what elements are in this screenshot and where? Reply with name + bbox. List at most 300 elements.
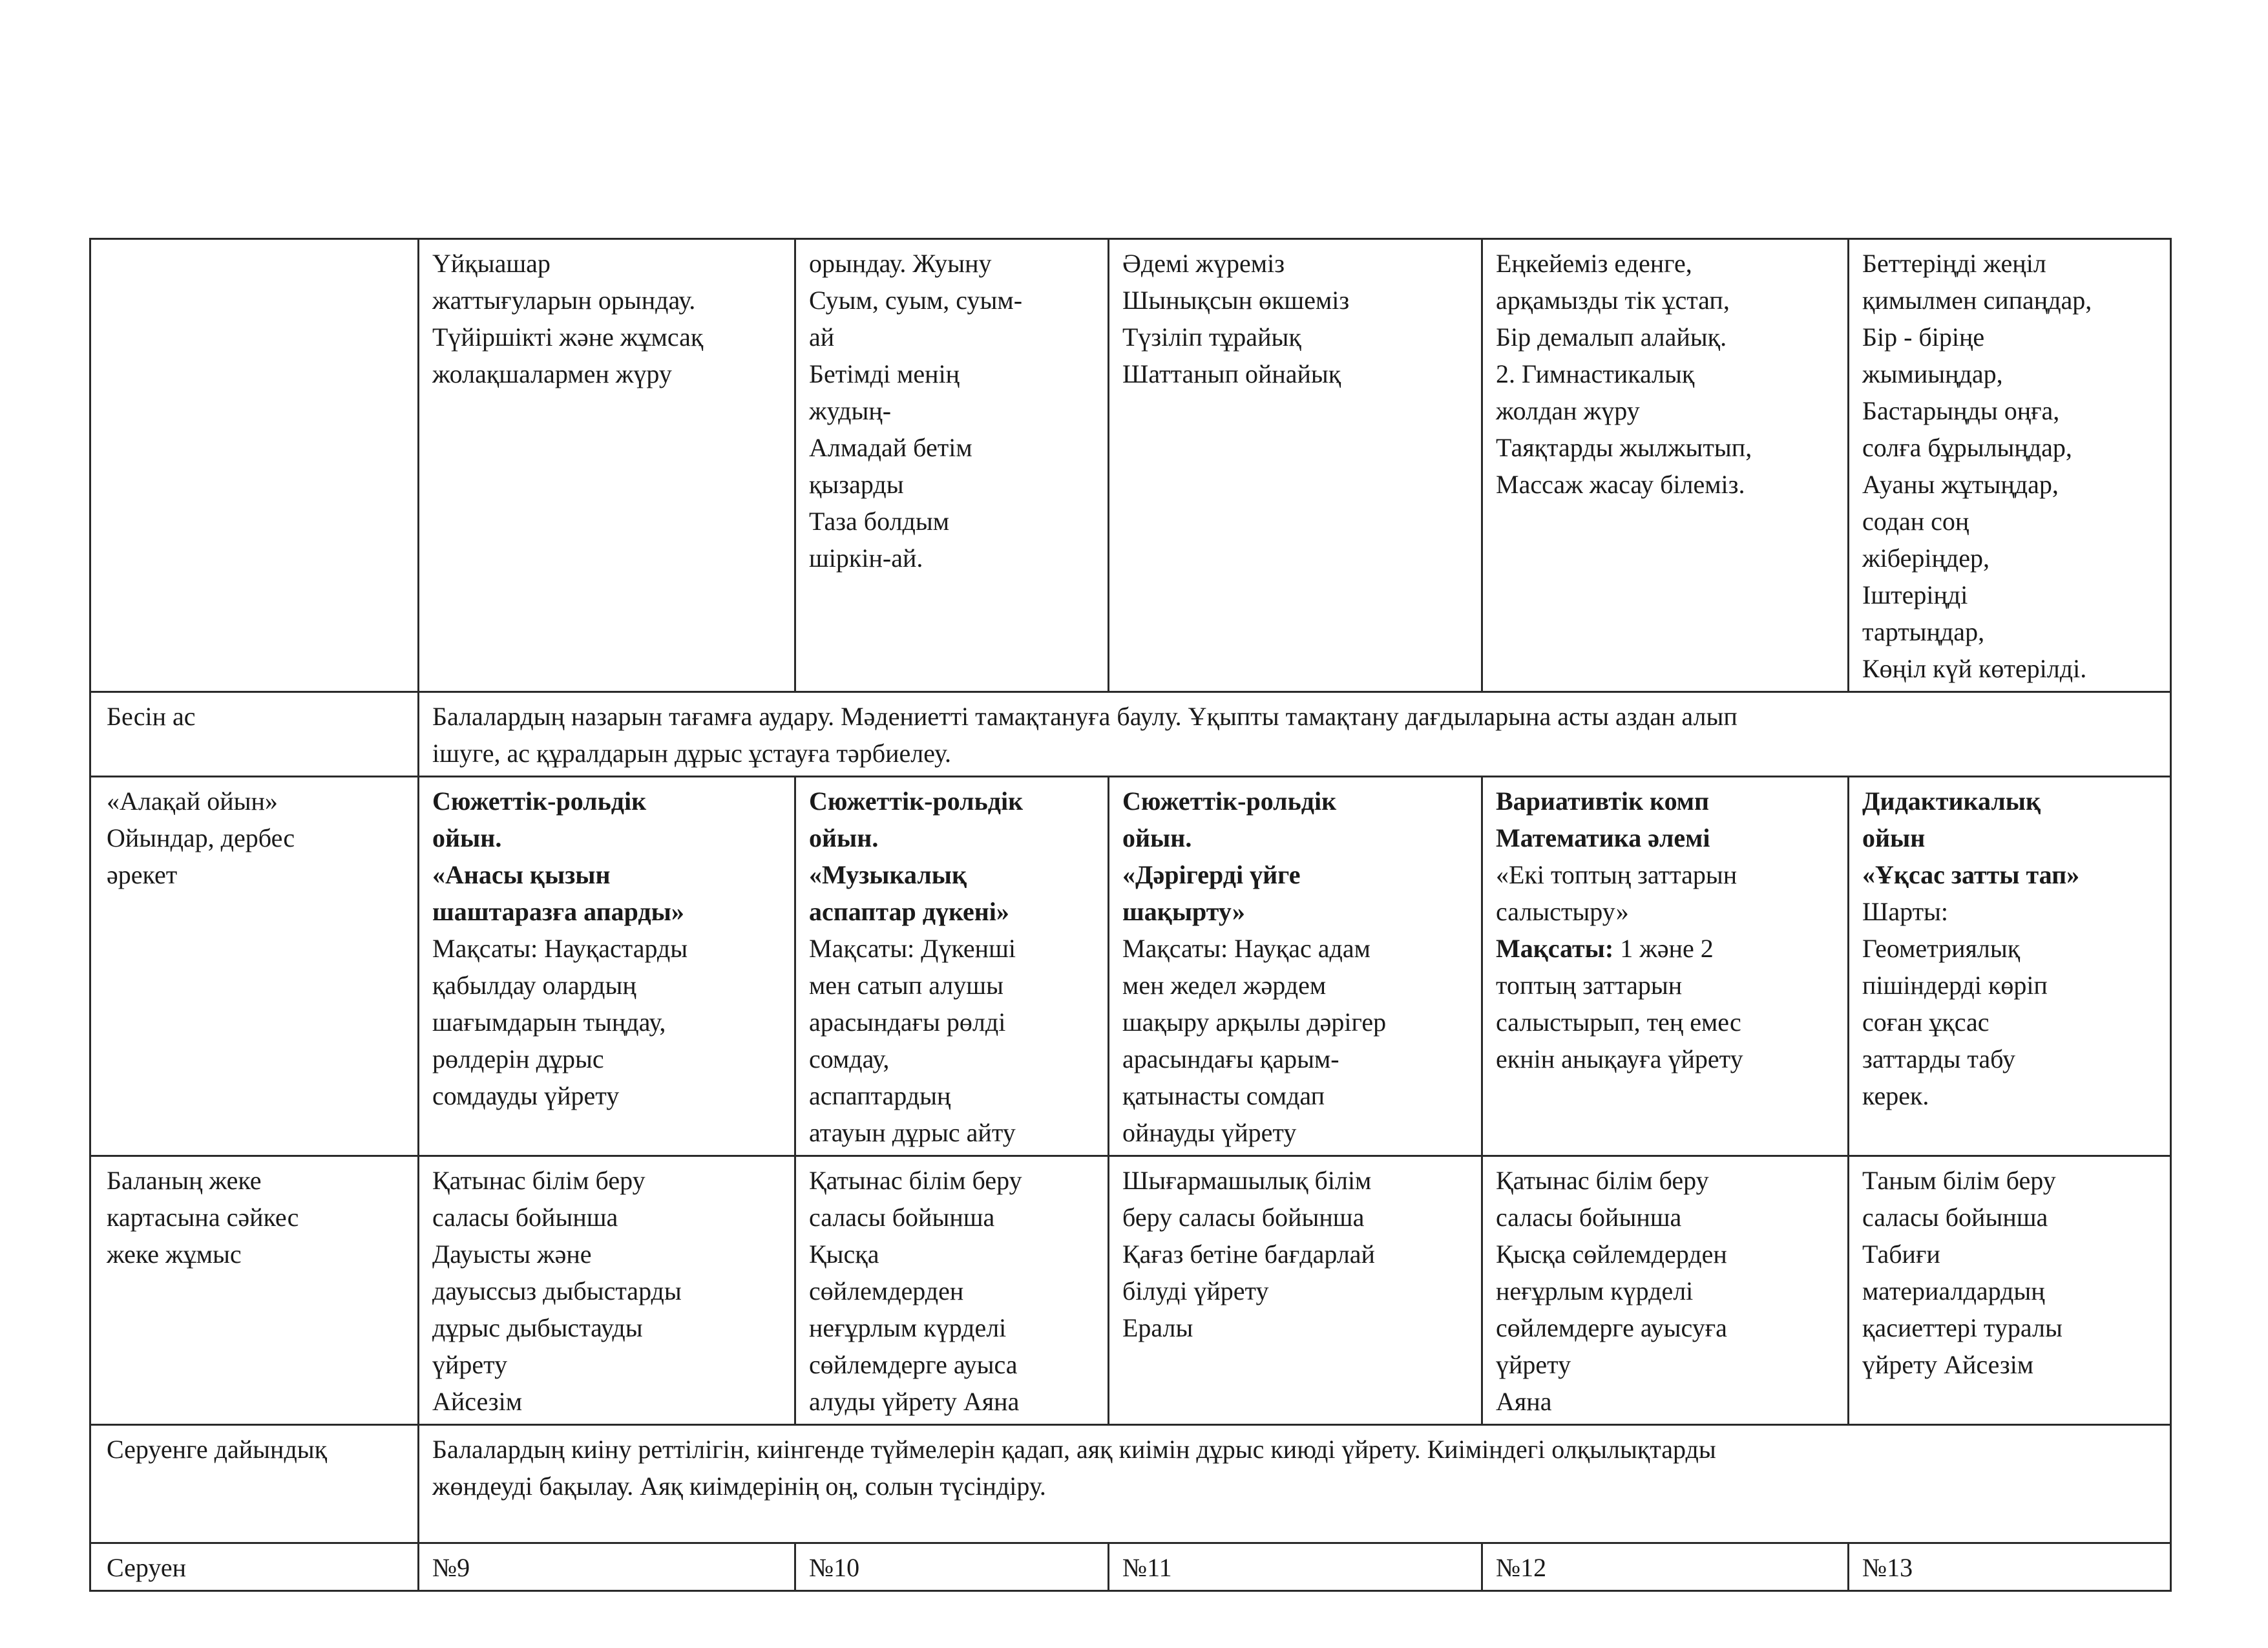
text-line	[432, 282, 781, 319]
text-line	[1496, 282, 1834, 319]
text-line	[1862, 819, 2157, 856]
bold-text: «Музыкалық	[809, 860, 967, 889]
text-line	[809, 540, 1095, 576]
text: ішуге, ас құралдарын дұрыс ұстауға тәрбиелеу.	[432, 739, 951, 768]
text: Мақсаты: Науқастарды	[432, 934, 688, 963]
text: саласы бойынша	[1496, 1203, 1682, 1232]
text-line	[1862, 613, 2157, 650]
text-line	[432, 319, 781, 355]
text-line	[1496, 392, 1834, 429]
text-line	[1122, 819, 1468, 856]
text: Табиғи	[1862, 1240, 1940, 1269]
text-line	[432, 1468, 2157, 1505]
text: жөндеуді бақылау. Аяқ киімдерінің оң, солын түсіндіру.	[432, 1472, 1046, 1501]
text-line	[1496, 1162, 1834, 1199]
text-line	[1496, 319, 1834, 355]
text: Шаттанып ойнайық	[1122, 359, 1341, 388]
text: Еңкейеміз еденге,	[1496, 249, 1692, 278]
text: жолақшалармен жүру	[432, 359, 672, 388]
text: Массаж жасау білеміз.	[1496, 470, 1745, 499]
text: содан соң	[1862, 507, 1969, 536]
text: Шынықсын өкшеміз	[1122, 286, 1350, 315]
text: салыстыру»	[1496, 897, 1629, 926]
text: мен жедел жәрдем	[1122, 971, 1327, 1000]
text-line	[1862, 893, 2157, 930]
row-label-cell	[90, 1543, 419, 1591]
text-line	[432, 1346, 781, 1383]
text-line	[1122, 1004, 1468, 1041]
day-cell	[419, 1543, 795, 1591]
text: үйрету	[1496, 1350, 1571, 1379]
text-line	[107, 856, 404, 893]
text: Көңіл күй көтерілді.	[1862, 654, 2087, 683]
text: жіберіңдер,	[1862, 544, 1990, 573]
text-line	[432, 735, 2157, 772]
text-line	[1122, 1114, 1468, 1151]
text: материалдардың	[1862, 1276, 2045, 1305]
text-line	[432, 1162, 781, 1199]
text: аспаптардың	[809, 1081, 951, 1110]
text: Мақсаты: Дүкенші	[809, 934, 1016, 963]
text-line	[1862, 930, 2157, 967]
text-line	[432, 893, 781, 930]
text: Серуенге дайындық	[107, 1435, 328, 1464]
text-line	[809, 1162, 1095, 1199]
text-line	[1496, 1004, 1834, 1041]
text: Суым, суым, суым-	[809, 286, 1023, 315]
day-cell	[419, 1156, 795, 1425]
text-line	[1496, 355, 1834, 392]
text-line	[809, 1114, 1095, 1151]
text: Балалардың киіну реттілігін, киінгенде түймелерін қадап, аяқ киімін дұрыс киюді үйрету. Киіміндегі олқылықтарды	[432, 1435, 1716, 1464]
text: Қысқа	[809, 1240, 879, 1269]
text-line	[809, 1199, 1095, 1236]
text-line	[432, 967, 781, 1004]
text-line	[809, 1004, 1095, 1041]
text: №13	[1862, 1553, 1913, 1582]
text: қасиеттері туралы	[1862, 1313, 2063, 1342]
text-line	[107, 1236, 404, 1273]
text: ойнауды үйрету	[1122, 1118, 1297, 1147]
table-row	[90, 1543, 2171, 1591]
text-line	[1862, 1041, 2157, 1077]
text-line	[809, 429, 1095, 466]
day-cell	[1482, 777, 1849, 1156]
bold-text: Дидактикалық	[1862, 787, 2041, 816]
text: сөйлемдерден	[809, 1276, 964, 1305]
row-label-cell	[90, 777, 419, 1156]
text-line	[809, 1236, 1095, 1273]
text-line	[1122, 1549, 1468, 1586]
text: сөйлемдерге ауысуға	[1496, 1313, 1727, 1342]
text: Бастарыңды оңға,	[1862, 396, 2060, 425]
text-line	[432, 1309, 781, 1346]
text: «Алақай ойын»	[107, 787, 278, 816]
text: салыстырып, тең емес	[1496, 1008, 1741, 1037]
text-line	[1122, 1162, 1468, 1199]
text-line	[1496, 1549, 1834, 1586]
text-line	[107, 783, 404, 819]
bold-text: шаштаразға апарды»	[432, 897, 684, 926]
text: керек.	[1862, 1081, 1929, 1110]
schedule-table	[89, 238, 2172, 1592]
text-line	[809, 1383, 1095, 1420]
text: Мақсаты: Науқас адам	[1122, 934, 1370, 963]
text: Геометриялық	[1862, 934, 2021, 963]
text-line	[1122, 967, 1468, 1004]
text: Қатынас білім беру	[1496, 1166, 1709, 1195]
day-cell	[795, 239, 1109, 692]
text: 2. Гимнастикалық	[1496, 359, 1695, 388]
text-line	[1862, 540, 2157, 576]
bold-text: Мақсаты:	[1496, 934, 1614, 963]
text: жаттығуларын орындау.	[432, 286, 696, 315]
day-cell	[795, 1156, 1109, 1425]
text: №10	[809, 1553, 860, 1582]
text: картасына сәйкес	[107, 1203, 299, 1232]
text-line	[809, 930, 1095, 967]
text: мен сатып алушы	[809, 971, 1003, 1000]
text-line	[107, 819, 404, 856]
text: қимылмен сипаңдар,	[1862, 286, 2092, 315]
day-cell	[1849, 777, 2171, 1156]
text: Беттеріңді жеңіл	[1862, 249, 2046, 278]
text: қызарды	[809, 470, 904, 499]
text: шіркін-ай.	[809, 544, 923, 573]
bold-text: «Ұқсас затты тап»	[1862, 860, 2080, 889]
row-label-cell	[90, 1156, 419, 1425]
text-line	[1496, 783, 1834, 819]
text: 1 және 2	[1613, 934, 1714, 963]
text: арасындағы рөлді	[809, 1008, 1006, 1037]
day-cell	[795, 1543, 1109, 1591]
text-line	[432, 1431, 2157, 1468]
text-line	[809, 1041, 1095, 1077]
text: сомдау,	[809, 1044, 890, 1073]
text-line	[809, 355, 1095, 392]
bold-text: ойын	[1862, 823, 1926, 852]
day-cell	[1849, 239, 2171, 692]
text: шағымдарын тыңдау,	[432, 1008, 666, 1037]
bold-text: ойын.	[432, 823, 502, 852]
text-line	[432, 698, 2157, 735]
text-line	[1496, 1346, 1834, 1383]
text-line	[1496, 1383, 1834, 1420]
text-line	[1496, 893, 1834, 930]
text: шақыру арқылы дәрігер	[1122, 1008, 1387, 1037]
text-line	[1496, 819, 1834, 856]
text: №11	[1122, 1553, 1172, 1582]
text: алуды үйрету Аяна	[809, 1387, 1020, 1416]
text-line	[1122, 856, 1468, 893]
text: Түзіліп тұрайық	[1122, 322, 1301, 352]
day-cell	[795, 777, 1109, 1156]
text: Қатынас білім беру	[809, 1166, 1022, 1195]
text: әрекет	[107, 860, 178, 889]
text-line	[1862, 429, 2157, 466]
text-line	[432, 819, 781, 856]
bold-text: ойын.	[809, 823, 879, 852]
text-line	[1122, 282, 1468, 319]
text-line	[1862, 1309, 2157, 1346]
text: үйрету Айсезім	[1862, 1350, 2034, 1379]
text-line	[1496, 245, 1834, 282]
text: соған ұқсас	[1862, 1008, 1990, 1037]
text-line	[1496, 1236, 1834, 1273]
day-cell	[419, 777, 795, 1156]
text: Алмадай бетім	[809, 433, 972, 462]
text-line	[1122, 930, 1468, 967]
text-line	[432, 1273, 781, 1309]
table-row	[90, 1425, 2171, 1543]
text-line	[809, 1077, 1095, 1114]
text: тартыңдар,	[1862, 617, 1985, 646]
text: атауын дұрыс айту	[809, 1118, 1016, 1147]
text-line	[809, 282, 1095, 319]
merged-cell	[419, 1425, 2171, 1543]
text: екнін анықауға үйрету	[1496, 1044, 1743, 1073]
text-line	[1862, 466, 2157, 503]
text: Таяқтарды жылжытып,	[1496, 433, 1752, 462]
text-line	[1122, 893, 1468, 930]
text-line	[432, 1199, 781, 1236]
text: Қысқа сөйлемдерден	[1496, 1240, 1727, 1269]
text-line	[1496, 1309, 1834, 1346]
bold-text: «Дәрігерді үйге	[1122, 860, 1301, 889]
day-cell	[1849, 1543, 2171, 1591]
merged-cell	[419, 692, 2171, 777]
day-cell	[1109, 239, 1482, 692]
text-line	[1862, 856, 2157, 893]
row-label-cell	[90, 1425, 419, 1543]
text-line	[1496, 466, 1834, 503]
text: Қағаз бетіне бағдарлай	[1122, 1240, 1375, 1269]
text: солға бұрылыңдар,	[1862, 433, 2072, 462]
text: арасындағы қарым-	[1122, 1044, 1339, 1073]
text: Үйқыашар	[432, 249, 551, 278]
text: саласы бойынша	[432, 1203, 618, 1232]
text: сөйлемдерге ауыса	[809, 1350, 1018, 1379]
text: Іштеріңді	[1862, 580, 1968, 609]
text-line	[1496, 967, 1834, 1004]
text: дауыссыз дыбыстарды	[432, 1276, 682, 1305]
text-line	[809, 783, 1095, 819]
text: Бетімді менің	[809, 359, 960, 388]
text-line	[1496, 1041, 1834, 1077]
row-label-cell	[90, 692, 419, 777]
text: Ералы	[1122, 1313, 1193, 1342]
day-cell	[1109, 1156, 1482, 1425]
text-line	[432, 1236, 781, 1273]
text: қабылдау олардың	[432, 971, 636, 1000]
table-row	[90, 1156, 2171, 1425]
text: Бесін ас	[107, 702, 196, 731]
text: рөлдерін дұрыс	[432, 1044, 604, 1073]
text-line	[107, 1549, 404, 1586]
text-line	[809, 245, 1095, 282]
text-line	[432, 1077, 781, 1114]
bold-text: «Анасы қызын	[432, 860, 611, 889]
day-cell	[1482, 239, 1849, 692]
text: Айсезім	[432, 1387, 523, 1416]
text-line	[432, 856, 781, 893]
text: Бір - біріңе	[1862, 322, 1985, 352]
text: №9	[432, 1553, 470, 1582]
text-line	[1122, 355, 1468, 392]
text-line	[1862, 1549, 2157, 1586]
text-line	[1496, 930, 1834, 967]
text-line	[1496, 1273, 1834, 1309]
text-line	[1862, 650, 2157, 687]
text-line	[1496, 1199, 1834, 1236]
text-line	[809, 967, 1095, 1004]
text: үйрету	[432, 1350, 508, 1379]
text-line	[809, 319, 1095, 355]
text: «Екі топтың заттарын	[1496, 860, 1738, 889]
bold-text: ойын.	[1122, 823, 1192, 852]
text-line	[1862, 1004, 2157, 1041]
text-line	[1496, 856, 1834, 893]
text-line	[1862, 355, 2157, 392]
table-row	[90, 777, 2171, 1156]
text: топтың заттарын	[1496, 971, 1683, 1000]
text-line	[1862, 503, 2157, 540]
text: Түйіршікті және жұмсақ	[432, 322, 704, 352]
text: Аяна	[1496, 1387, 1552, 1416]
text-line	[1122, 1309, 1468, 1346]
text: неғұрлым күрделі	[809, 1313, 1007, 1342]
text-line	[809, 392, 1095, 429]
text: жымиыңдар,	[1862, 359, 2003, 388]
text: заттарды табу	[1862, 1044, 2015, 1073]
text-line	[1122, 1236, 1468, 1273]
text: қатынасты сомдап	[1122, 1081, 1325, 1110]
text-line	[809, 1273, 1095, 1309]
text: білуді үйрету	[1122, 1276, 1269, 1305]
text: Таным білім беру	[1862, 1166, 2056, 1195]
text: орындау. Жуыну	[809, 249, 992, 278]
text-line	[432, 1041, 781, 1077]
text-line	[1862, 783, 2157, 819]
text-line	[1862, 282, 2157, 319]
bold-text: Математика әлемі	[1496, 823, 1710, 852]
day-cell	[1109, 1543, 1482, 1591]
text: жеке жұмыс	[107, 1240, 242, 1269]
text: Қатынас білім беру	[432, 1166, 646, 1195]
text: арқамызды тік ұстап,	[1496, 286, 1730, 315]
text: дұрыс дыбыстауды	[432, 1313, 643, 1342]
text-line	[1862, 245, 2157, 282]
text-line	[809, 819, 1095, 856]
text-line	[1122, 1199, 1468, 1236]
text: Дауысты және	[432, 1240, 592, 1269]
bold-text: Сюжеттік-рольдік	[1122, 787, 1337, 816]
bold-text: Вариативтік комп	[1496, 787, 1710, 816]
text-line	[1862, 1077, 2157, 1114]
bold-text: Сюжеттік-рольдік	[809, 787, 1024, 816]
text-line	[809, 466, 1095, 503]
text-line	[1122, 245, 1468, 282]
text: неғұрлым күрделі	[1496, 1276, 1694, 1305]
text-line	[1122, 783, 1468, 819]
text-line	[1496, 429, 1834, 466]
text-line	[809, 1309, 1095, 1346]
text-line	[1862, 1236, 2157, 1273]
day-cell	[419, 239, 795, 692]
text-line	[107, 1431, 404, 1468]
day-cell	[1849, 1156, 2171, 1425]
text-line	[1122, 319, 1468, 355]
row-label-cell	[90, 239, 419, 692]
bold-text: Сюжеттік-рольдік	[432, 787, 647, 816]
table-row	[90, 239, 2171, 692]
text-line	[1122, 1077, 1468, 1114]
text-line	[809, 1346, 1095, 1383]
text-line	[1862, 1162, 2157, 1199]
table-row	[90, 692, 2171, 777]
text-line	[432, 783, 781, 819]
text: Таза болдым	[809, 507, 950, 536]
text-line	[809, 893, 1095, 930]
text-line	[1862, 1273, 2157, 1309]
schedule-table-body	[90, 239, 2171, 1591]
text-line	[809, 1549, 1095, 1586]
text: саласы бойынша	[1862, 1203, 2048, 1232]
bold-text: аспаптар дүкені»	[809, 897, 1009, 926]
text: Ауаны жұтыңдар,	[1862, 470, 2059, 499]
text-line	[1122, 1041, 1468, 1077]
text-line	[1122, 1273, 1468, 1309]
text: Шығармашылық білім	[1122, 1166, 1372, 1195]
text: пішіндерді көріп	[1862, 971, 2048, 1000]
text-line	[107, 1162, 404, 1199]
text: сомдауды үйрету	[432, 1081, 620, 1110]
text: жудың-	[809, 396, 892, 425]
text: №12	[1496, 1553, 1547, 1582]
text: Серуен	[107, 1553, 187, 1582]
text: Ойындар, дербес	[107, 823, 295, 852]
day-cell	[1482, 1543, 1849, 1591]
text-line	[432, 1383, 781, 1420]
text-line	[1862, 576, 2157, 613]
text: Баланың жеке	[107, 1166, 262, 1195]
day-cell	[1109, 777, 1482, 1156]
text: Балалардың назарын тағамға аудару. Мәдениетті тамақтануға баулу. Ұқыпты тамақтану дағдыларына асты аздан алып	[432, 702, 1738, 731]
text-line	[107, 1199, 404, 1236]
day-cell	[1482, 1156, 1849, 1425]
text: Әдемі жүреміз	[1122, 249, 1285, 278]
text-line	[432, 1549, 781, 1586]
text-line	[1862, 1199, 2157, 1236]
text: беру саласы бойынша	[1122, 1203, 1365, 1232]
text-line	[1862, 392, 2157, 429]
text: Шарты:	[1862, 897, 1949, 926]
text-line	[1862, 1346, 2157, 1383]
text-line	[809, 503, 1095, 540]
text-line	[107, 698, 404, 735]
text-line	[432, 245, 781, 282]
text: жолдан жүру	[1496, 396, 1640, 425]
text-line	[809, 856, 1095, 893]
text: Бір демалып алайық.	[1496, 322, 1727, 352]
text: ай	[809, 322, 835, 352]
text-line	[432, 355, 781, 392]
bold-text: шақырту»	[1122, 897, 1245, 926]
text-line	[1862, 967, 2157, 1004]
text-line	[432, 930, 781, 967]
text-line	[432, 1004, 781, 1041]
text-line	[1862, 319, 2157, 355]
